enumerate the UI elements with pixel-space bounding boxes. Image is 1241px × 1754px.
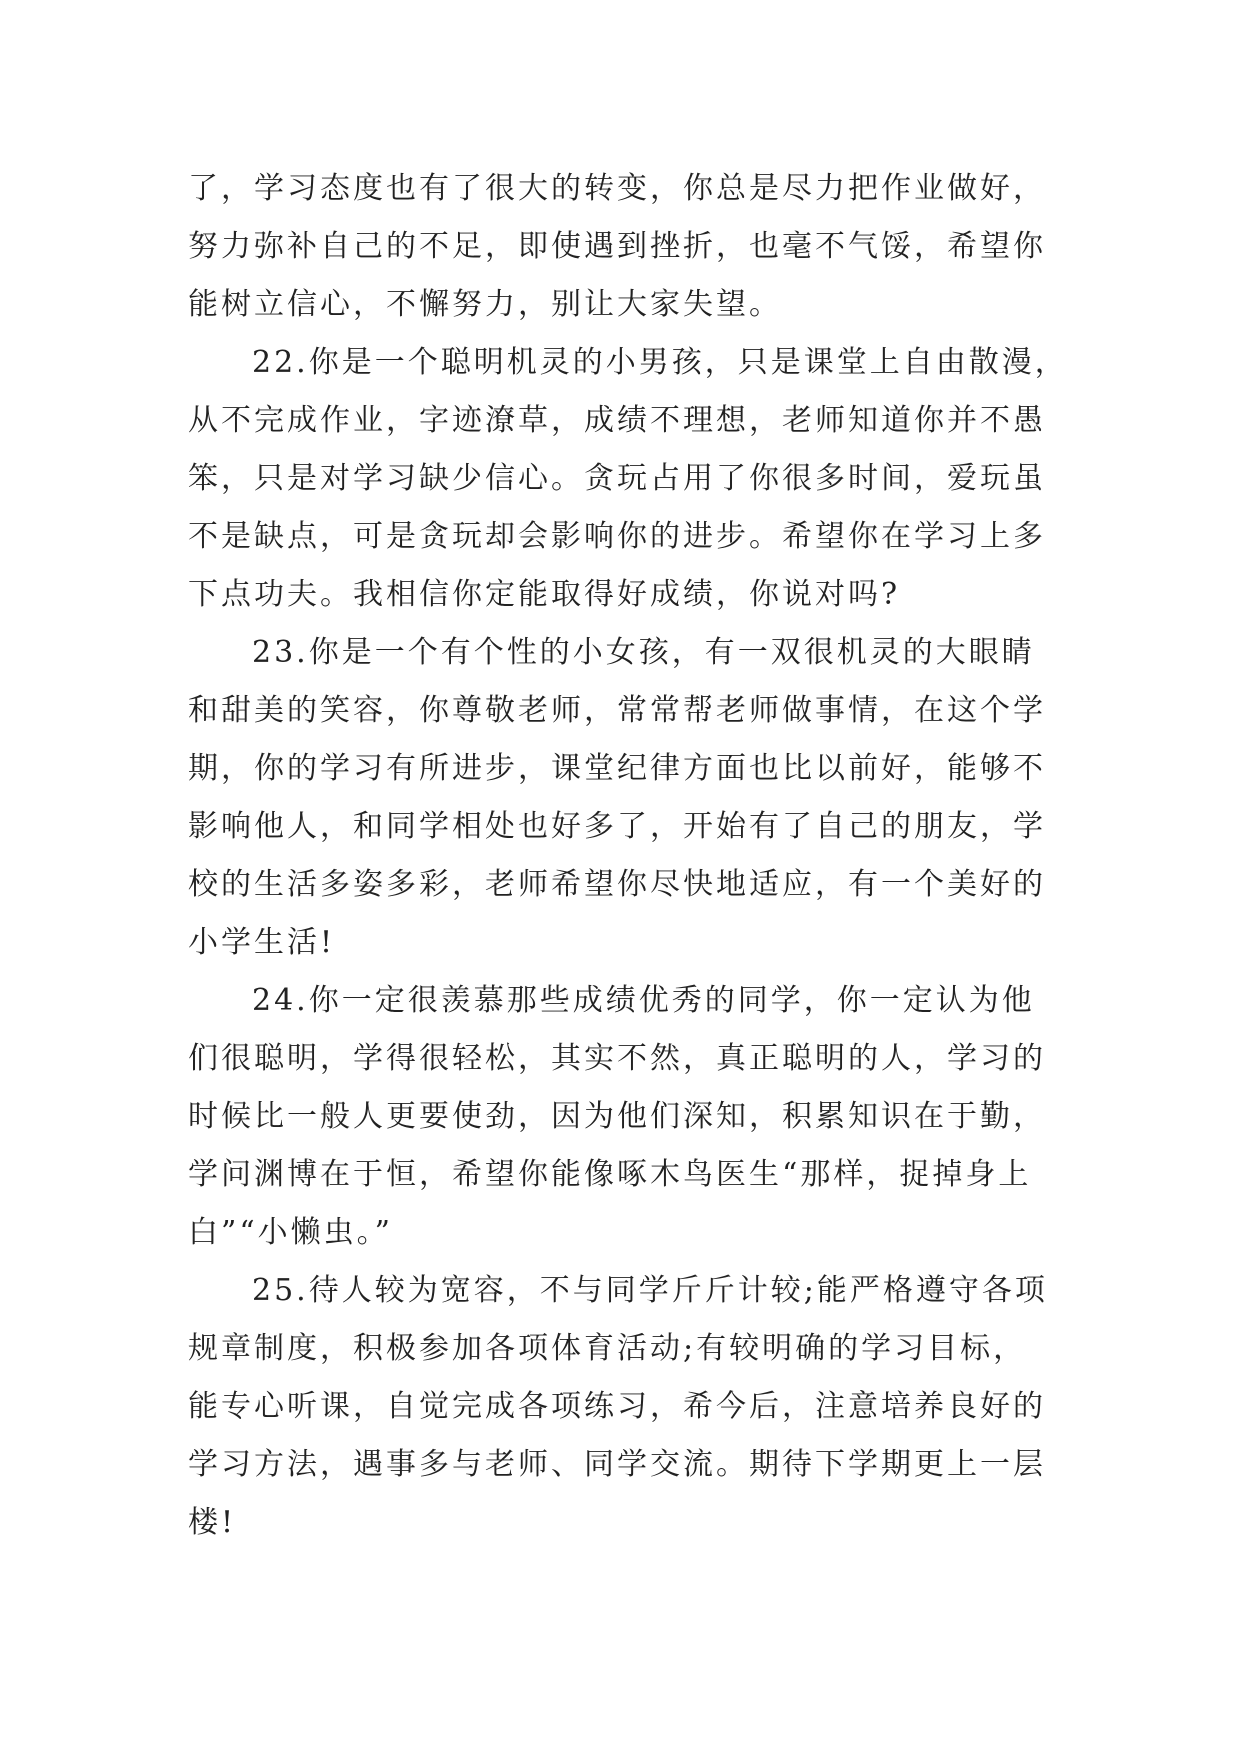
text-line: 能树立信心，不懈努力，别让大家失望。 bbox=[188, 287, 782, 322]
paragraph-25 bbox=[188, 1262, 1068, 1552]
document-body bbox=[188, 160, 1068, 1552]
text-line: 24.你一定很羡慕那些成绩优秀的同学，你一定认为他 bbox=[252, 983, 1035, 1018]
text-line: 了，学习态度也有了很大的转变，你总是尽力把作业做好， bbox=[188, 171, 1046, 206]
text-line: 楼! bbox=[188, 1505, 237, 1540]
text-line: 们很聪明，学得很轻松，其实不然，真正聪明的人，学习的 bbox=[188, 1041, 1046, 1076]
text-line: 不是缺点，可是贪玩却会影响你的进步。希望你在学习上多 bbox=[188, 519, 1046, 554]
text-line: 时候比一般人更要使劲，因为他们深知，积累知识在于勤， bbox=[188, 1099, 1046, 1134]
text-line: 小学生活! bbox=[188, 925, 336, 960]
text-line: 白”“小懒虫。” bbox=[188, 1215, 394, 1250]
text-line: 努力弥补自己的不足，即使遇到挫折，也毫不气馁，希望你 bbox=[188, 229, 1046, 264]
text-line: 和甜美的笑容，你尊敬老师，常常帮老师做事情，在这个学 bbox=[188, 693, 1046, 728]
text-line: 25.待人较为宽容，不与同学斤斤计较;能严格遵守各项 bbox=[252, 1273, 1048, 1308]
text-line: 校的生活多姿多彩，老师希望你尽快地适应，有一个美好的 bbox=[188, 867, 1046, 902]
text-line: 规章制度，积极参加各项体育活动;有较明确的学习目标， bbox=[188, 1331, 1027, 1366]
paragraph-24 bbox=[188, 972, 1068, 1262]
paragraph-continuation bbox=[188, 160, 1068, 334]
paragraph-22 bbox=[188, 334, 1068, 624]
text-line: 从不完成作业，字迹潦草，成绩不理想，老师知道你并不愚 bbox=[188, 403, 1046, 438]
text-line: 学习方法，遇事多与老师、同学交流。期待下学期更上一层 bbox=[188, 1447, 1046, 1482]
paragraph-23 bbox=[188, 624, 1068, 972]
text-line: 期，你的学习有所进步，课堂纪律方面也比以前好，能够不 bbox=[188, 751, 1046, 786]
text-line: 学问渊博在于恒，希望你能像啄木鸟医生“那样，捉掉身上 bbox=[188, 1157, 1032, 1192]
text-line: 影响他人，和同学相处也好多了，开始有了自己的朋友，学 bbox=[188, 809, 1046, 844]
text-line: 能专心听课，自觉完成各项练习，希今后，注意培养良好的 bbox=[188, 1389, 1046, 1424]
text-line: 22.你是一个聪明机灵的小男孩，只是课堂上自由散漫， bbox=[252, 345, 1068, 380]
text-line: 下点功夫。我相信你定能取得好成绩，你说对吗? bbox=[188, 577, 901, 612]
text-line: 笨，只是对学习缺少信心。贪玩占用了你很多时间，爱玩虽 bbox=[188, 461, 1046, 496]
text-line: 23.你是一个有个性的小女孩，有一双很机灵的大眼睛 bbox=[252, 635, 1035, 670]
